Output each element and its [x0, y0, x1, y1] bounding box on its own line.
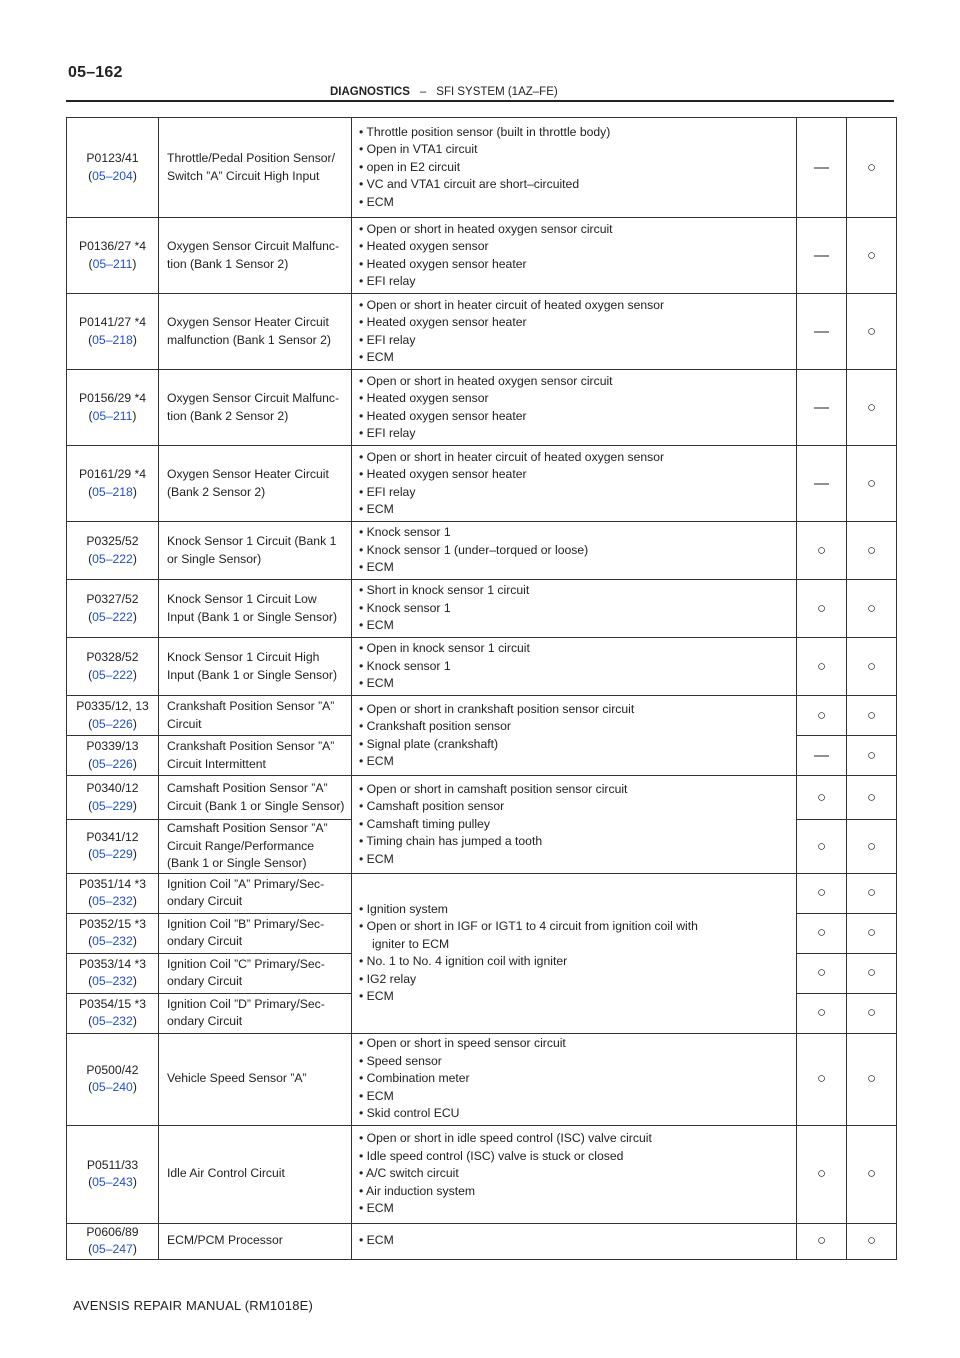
- mil-indicator-cell: ○: [797, 1223, 847, 1259]
- mil-indicator-cell: ○: [797, 696, 847, 736]
- trouble-area-cell: [352, 1223, 797, 1259]
- dtc-code: P0341/12: [86, 829, 139, 844]
- page-footer: AVENSIS REPAIR MANUAL (RM1018E): [73, 1298, 314, 1313]
- reference-line: (05–222): [88, 609, 137, 624]
- detection-item-line: Circuit Intermittent: [167, 756, 266, 771]
- trouble-area-line: • Skid control ECU: [359, 1106, 460, 1121]
- dtc-table-body: [67, 118, 897, 1260]
- detection-item-cell: [159, 993, 352, 1033]
- trouble-area-line: • A/C switch circuit: [359, 1166, 459, 1181]
- mil-indicator-cell: —: [797, 446, 847, 522]
- header-separator: –: [419, 86, 427, 98]
- reference-line: (05–232): [88, 974, 137, 988]
- dtc-code-cell: [67, 638, 159, 696]
- detection-item-line: Oxygen Sensor Heater Circuit: [167, 467, 329, 481]
- trouble-area-line: • Timing chain has jumped a tooth: [359, 834, 543, 848]
- page-reference-link[interactable]: 05–211: [92, 256, 133, 271]
- trouble-area-line: • ECM: [359, 989, 394, 1003]
- dtc-code-cell: [67, 218, 159, 294]
- memory-indicator-cell: ○: [847, 118, 897, 218]
- detection-item-cell: [159, 1033, 352, 1125]
- mil-indicator-cell: —: [797, 218, 847, 294]
- table-row: [67, 638, 897, 696]
- detection-item-line: Vehicle Speed Sensor ”A”: [167, 1071, 307, 1086]
- trouble-area-line: • Knock sensor 1: [359, 525, 451, 540]
- detection-item-line: ondary Circuit: [167, 974, 243, 988]
- memory-indicator-cell: ○: [847, 218, 897, 294]
- detection-item-cell: [159, 953, 352, 993]
- memory-indicator-cell: ○: [847, 580, 897, 638]
- dtc-code: P0339/13: [86, 739, 139, 753]
- reference-line: (05–226): [88, 716, 137, 731]
- dtc-code-cell: [67, 1125, 159, 1223]
- dtc-code: P0351/14 *3: [78, 876, 147, 891]
- trouble-area-cell: [352, 638, 797, 696]
- page-reference-link[interactable]: 05–232: [92, 894, 133, 908]
- trouble-area-line: • Open or short in heater circuit of heated oxygen sensor: [359, 297, 665, 312]
- dtc-code-cell: [67, 1223, 159, 1259]
- table-row: [67, 873, 897, 913]
- memory-indicator-cell: ○: [847, 638, 897, 696]
- table-row: [67, 446, 897, 522]
- detection-item-line: (Bank 1 or Single Sensor): [167, 856, 307, 870]
- detection-item-cell: [159, 294, 352, 370]
- detection-item-cell: [159, 820, 352, 874]
- dtc-code-cell: [67, 580, 159, 638]
- trouble-area-line: • Open or short in camshaft position sensor circuit: [359, 781, 628, 796]
- trouble-area-line: • Short in knock sensor 1 circuit: [359, 583, 530, 598]
- detection-item-cell: [159, 913, 352, 953]
- detection-item-cell: [159, 696, 352, 736]
- trouble-area-line: • ECM: [359, 851, 394, 866]
- section-title: DIAGNOSTICS: [330, 86, 410, 98]
- memory-indicator-cell: ○: [847, 993, 897, 1033]
- dtc-code: P0354/15 *3: [78, 996, 147, 1011]
- trouble-area-line: • Heated oxygen sensor heater: [359, 315, 527, 329]
- detection-item-cell: [159, 370, 352, 446]
- page-reference-link[interactable]: 05–243: [92, 1175, 133, 1189]
- dtc-code-cell: [67, 913, 159, 953]
- detection-item-cell: [159, 736, 352, 776]
- reference-line: (05–247): [88, 1242, 137, 1256]
- detection-item-line: Input (Bank 1 or Single Sensor): [167, 609, 338, 624]
- dtc-code: P0161/29 *4: [78, 467, 147, 481]
- mil-indicator-cell: —: [797, 294, 847, 370]
- trouble-area-cell: [352, 776, 797, 874]
- dtc-code-cell: [67, 736, 159, 776]
- detection-item-line: Circuit (Bank 1 or Single Sensor): [167, 798, 345, 813]
- page-reference-link[interactable]: 05–232: [92, 934, 133, 948]
- detection-item-line: Crankshaft Position Sensor ”A”: [167, 739, 335, 753]
- trouble-area-line: • Open or short in heated oxygen sensor circuit: [359, 221, 613, 236]
- trouble-area-cell: [352, 696, 797, 776]
- dtc-table: [66, 117, 897, 1260]
- detection-item-line: Knock Sensor 1 Circuit Low: [167, 592, 317, 606]
- detection-item-cell: [159, 118, 352, 218]
- detection-item-line: or Single Sensor): [167, 551, 262, 566]
- page-reference-link[interactable]: 05–222: [92, 609, 133, 624]
- dtc-code: P0327/52: [86, 592, 139, 606]
- table-row: [67, 696, 897, 736]
- detection-item-line: Input (Bank 1 or Single Sensor): [167, 667, 338, 682]
- trouble-area-line: • Combination meter: [359, 1071, 470, 1086]
- trouble-area-line: • Heated oxygen sensor: [359, 239, 489, 253]
- dtc-code: P0328/52: [86, 650, 139, 664]
- reference-line: (05–204): [88, 168, 137, 183]
- page-number: 05–162: [68, 64, 123, 81]
- trouble-area-cell: [352, 1125, 797, 1223]
- trouble-area-line: • ECM: [359, 560, 394, 575]
- trouble-area-line: • Open or short in heater circuit of heated oxygen sensor: [359, 449, 665, 464]
- trouble-area-line: • Heated oxygen sensor heater: [359, 467, 527, 481]
- trouble-area-line: • ECM: [359, 1201, 394, 1216]
- memory-indicator-cell: ○: [847, 696, 897, 736]
- mil-indicator-cell: ○: [797, 580, 847, 638]
- page-reference-link[interactable]: 05–218: [92, 484, 133, 499]
- trouble-area-line: • ECM: [359, 618, 394, 633]
- trouble-area-line: • Knock sensor 1: [359, 658, 451, 673]
- memory-indicator-cell: ○: [847, 1125, 897, 1223]
- mil-indicator-cell: ○: [797, 993, 847, 1033]
- dtc-code: P0340/12: [86, 781, 139, 795]
- trouble-area-line: • Signal plate (crankshaft): [359, 736, 499, 751]
- page-reference-link[interactable]: 05–247: [92, 1242, 133, 1256]
- page-reference-link[interactable]: 05–204: [92, 168, 133, 183]
- detection-item-cell: [159, 1125, 352, 1223]
- page-reference-link[interactable]: 05–226: [92, 756, 133, 771]
- dtc-code: P0141/27 *4: [78, 315, 147, 329]
- trouble-area-line: • ECM: [359, 350, 394, 364]
- dtc-code: P0606/89: [86, 1224, 139, 1239]
- trouble-area-line: • Open or short in crankshaft position sensor circuit: [359, 701, 635, 716]
- page-reference-link[interactable]: 05–211: [92, 408, 133, 423]
- trouble-area-cell: [352, 1033, 797, 1125]
- trouble-area-line: • Air induction system: [359, 1183, 476, 1198]
- detection-item-line: Crankshaft Position Sensor ”A”: [167, 699, 335, 713]
- dtc-code: P0156/29 *4: [78, 391, 147, 405]
- dtc-code-cell: [67, 294, 159, 370]
- trouble-area-line: • Camshaft position sensor: [359, 799, 505, 813]
- trouble-area-line: • Knock sensor 1 (under–torqued or loose): [359, 542, 589, 557]
- trouble-area-cell: [352, 118, 797, 218]
- reference-line: (05–222): [88, 667, 137, 682]
- table-row: [67, 522, 897, 580]
- detection-item-line: Ignition Coil ”D” Primary/Sec-: [167, 996, 325, 1011]
- memory-indicator-cell: ○: [847, 1223, 897, 1259]
- detection-item-line: (Bank 2 Sensor 2): [167, 484, 266, 499]
- trouble-area-cell: [352, 218, 797, 294]
- dtc-code-cell: [67, 953, 159, 993]
- dtc-code: P0335/12, 13: [76, 699, 149, 713]
- trouble-area-cell: [352, 446, 797, 522]
- reference-line: (05–218): [88, 332, 137, 347]
- dtc-code-cell: [67, 446, 159, 522]
- dtc-code: P0325/52: [86, 534, 139, 548]
- trouble-area-cell: [352, 580, 797, 638]
- reference-line: (05–243): [88, 1175, 137, 1189]
- reference-line: (05–218): [88, 484, 137, 499]
- page-reference-link[interactable]: 05–232: [92, 1014, 133, 1028]
- dtc-code-cell: [67, 820, 159, 874]
- page-reference-link[interactable]: 05–222: [92, 667, 133, 682]
- detection-item-cell: [159, 873, 352, 913]
- detection-item-line: Ignition Coil ”A” Primary/Sec-: [167, 876, 325, 891]
- memory-indicator-cell: ○: [847, 294, 897, 370]
- mil-indicator-cell: —: [797, 118, 847, 218]
- trouble-area-cell: [352, 294, 797, 370]
- memory-indicator-cell: ○: [847, 736, 897, 776]
- trouble-area-line: • ECM: [359, 194, 394, 209]
- dtc-code: P0511/33: [86, 1157, 139, 1172]
- trouble-area-line: • Camshaft timing pulley: [359, 816, 490, 831]
- subsection-title: SFI SYSTEM (1AZ–FE): [436, 86, 558, 98]
- trouble-area-line: • Open or short in IGF or IGT1 to 4 circuit from ignition coil with: [359, 919, 698, 933]
- mil-indicator-cell: ○: [797, 953, 847, 993]
- table-row: [67, 370, 897, 446]
- detection-item-cell: [159, 522, 352, 580]
- page-reference-link[interactable]: 05–218: [92, 332, 133, 347]
- detection-item-line: Ignition Coil ”B” Primary/Sec-: [167, 916, 325, 931]
- detection-item-line: ondary Circuit: [167, 1014, 243, 1028]
- memory-indicator-cell: ○: [847, 1033, 897, 1125]
- mil-indicator-cell: ○: [797, 1125, 847, 1223]
- reference-line: (05–226): [88, 756, 137, 771]
- mil-indicator-cell: ○: [797, 820, 847, 874]
- detection-item-line: Knock Sensor 1 Circuit (Bank 1: [167, 534, 337, 548]
- table-row: [67, 1223, 897, 1259]
- detection-item-cell: [159, 1223, 352, 1259]
- detection-item-line: Knock Sensor 1 Circuit High: [167, 650, 320, 664]
- header-rule: [66, 100, 894, 102]
- memory-indicator-cell: ○: [847, 820, 897, 874]
- dtc-code: P0123/41: [86, 151, 139, 165]
- reference-line: (05–211): [88, 256, 137, 271]
- dtc-code-cell: [67, 1033, 159, 1125]
- reference-line: (05–232): [88, 894, 137, 908]
- table-row: [67, 1125, 897, 1223]
- detection-item-line: ondary Circuit: [167, 934, 243, 948]
- detection-item-line: Oxygen Sensor Circuit Malfunc-: [167, 391, 340, 405]
- dtc-code-cell: [67, 118, 159, 218]
- memory-indicator-cell: ○: [847, 446, 897, 522]
- trouble-area-line: • VC and VTA1 circuit are short–circuited: [359, 177, 580, 192]
- detection-item-line: Camshaft Position Sensor ”A”: [167, 781, 328, 795]
- mil-indicator-cell: ○: [797, 913, 847, 953]
- trouble-area-line: • EFI relay: [359, 426, 416, 440]
- detection-item-line: Idle Air Control Circuit: [167, 1166, 285, 1181]
- trouble-area-line: • Open or short in heated oxygen sensor circuit: [359, 373, 613, 388]
- trouble-area-cell: [352, 873, 797, 1033]
- trouble-area-line: • No. 1 to No. 4 ignition coil with igniter: [359, 954, 568, 968]
- detection-item-line: Oxygen Sensor Heater Circuit: [167, 315, 329, 329]
- memory-indicator-cell: ○: [847, 953, 897, 993]
- detection-item-cell: [159, 638, 352, 696]
- reference-line: (05–232): [88, 1014, 137, 1028]
- trouble-area-line: • EFI relay: [359, 332, 416, 347]
- memory-indicator-cell: ○: [847, 370, 897, 446]
- trouble-area-line: • Knock sensor 1: [359, 600, 451, 615]
- dtc-code-cell: [67, 522, 159, 580]
- trouble-area-line: • Open in knock sensor 1 circuit: [359, 641, 530, 656]
- trouble-area-cell: [352, 522, 797, 580]
- dtc-code-cell: [67, 696, 159, 736]
- trouble-area-line: • IG2 relay: [359, 971, 417, 986]
- page-reference-link[interactable]: 05–229: [92, 798, 133, 813]
- detection-item-line: Circuit Range/Performance: [167, 838, 314, 853]
- dtc-code: P0136/27 *4: [78, 239, 147, 253]
- trouble-area-line: • ECM: [359, 1233, 394, 1248]
- table-row: [67, 118, 897, 218]
- reference-line: (05–240): [88, 1080, 137, 1094]
- table-row: [67, 218, 897, 294]
- reference-line: (05–229): [88, 798, 137, 813]
- trouble-area-line: • EFI relay: [359, 484, 416, 499]
- page-reference-link[interactable]: 05–232: [92, 974, 133, 988]
- detection-item-line: ondary Circuit: [167, 894, 243, 908]
- trouble-area-line: • Idle speed control (ISC) valve is stuck or closed: [359, 1148, 624, 1163]
- detection-item-line: malfunction (Bank 1 Sensor 2): [167, 332, 331, 347]
- page-reference-link[interactable]: 05–229: [92, 847, 133, 862]
- trouble-area-line: • Throttle position sensor (built in throttle body): [359, 124, 611, 139]
- detection-item-line: Switch ”A” Circuit High Input: [167, 168, 320, 183]
- mil-indicator-cell: —: [797, 370, 847, 446]
- page-header: [330, 86, 558, 98]
- detection-item-line: Throttle/Pedal Position Sensor/: [167, 151, 336, 165]
- trouble-area-line: • Crankshaft position sensor: [359, 719, 511, 733]
- detection-item-cell: [159, 446, 352, 522]
- trouble-area-line: igniter to ECM: [372, 936, 450, 951]
- page-reference-link[interactable]: 05–240: [92, 1080, 133, 1094]
- detection-item-cell: [159, 218, 352, 294]
- memory-indicator-cell: ○: [847, 776, 897, 820]
- detection-item-line: Oxygen Sensor Circuit Malfunc-: [167, 239, 340, 253]
- trouble-area-line: • Heated oxygen sensor heater: [359, 256, 527, 271]
- detection-item-cell: [159, 776, 352, 820]
- detection-item-line: Camshaft Position Sensor ”A”: [167, 821, 328, 835]
- detection-item-cell: [159, 580, 352, 638]
- reference-line: (05–232): [88, 934, 137, 948]
- trouble-area-line: • Ignition system: [359, 901, 448, 916]
- mil-indicator-cell: —: [797, 736, 847, 776]
- mil-indicator-cell: ○: [797, 873, 847, 913]
- table-row: [67, 776, 897, 820]
- detection-item-line: Ignition Coil ”C” Primary/Sec-: [167, 956, 325, 971]
- mil-indicator-cell: ○: [797, 776, 847, 820]
- trouble-area-line: • Speed sensor: [359, 1053, 442, 1068]
- trouble-area-line: • Heated oxygen sensor heater: [359, 408, 527, 423]
- page-reference-link[interactable]: 05–226: [92, 716, 133, 731]
- trouble-area-line: • open in E2 circuit: [359, 159, 461, 174]
- detection-item-line: ECM/PCM Processor: [167, 1233, 283, 1248]
- detection-item-line: tion (Bank 2 Sensor 2): [167, 408, 289, 423]
- trouble-area-line: • Open or short in speed sensor circuit: [359, 1036, 566, 1051]
- trouble-area-line: • ECM: [359, 676, 394, 691]
- reference-line: (05–229): [88, 847, 137, 862]
- mil-indicator-cell: ○: [797, 638, 847, 696]
- trouble-area-line: • ECM: [359, 754, 394, 768]
- trouble-area-line: • ECM: [359, 1088, 394, 1103]
- dtc-code-cell: [67, 370, 159, 446]
- detection-item-line: Circuit: [167, 716, 202, 731]
- page-reference-link[interactable]: 05–222: [92, 551, 133, 566]
- trouble-area-line: • Open or short in idle speed control (ISC) valve circuit: [359, 1131, 652, 1146]
- dtc-code: P0500/42: [86, 1062, 139, 1077]
- memory-indicator-cell: ○: [847, 873, 897, 913]
- detection-item-line: tion (Bank 1 Sensor 2): [167, 256, 289, 271]
- dtc-code-cell: [67, 993, 159, 1033]
- mil-indicator-cell: ○: [797, 522, 847, 580]
- table-row: [67, 580, 897, 638]
- dtc-code-cell: [67, 873, 159, 913]
- dtc-code: P0353/14 *3: [78, 956, 147, 971]
- trouble-area-line: • ECM: [359, 502, 394, 516]
- reference-line: (05–222): [88, 551, 137, 566]
- dtc-code-cell: [67, 776, 159, 820]
- dtc-code: P0352/15 *3: [78, 916, 147, 931]
- trouble-area-line: • Heated oxygen sensor: [359, 391, 489, 405]
- trouble-area-line: • Open in VTA1 circuit: [359, 142, 478, 157]
- memory-indicator-cell: ○: [847, 913, 897, 953]
- trouble-area-line: • EFI relay: [359, 274, 416, 288]
- table-row: [67, 1033, 897, 1125]
- trouble-area-cell: [352, 370, 797, 446]
- memory-indicator-cell: ○: [847, 522, 897, 580]
- table-row: [67, 294, 897, 370]
- mil-indicator-cell: ○: [797, 1033, 847, 1125]
- reference-line: (05–211): [88, 408, 137, 423]
